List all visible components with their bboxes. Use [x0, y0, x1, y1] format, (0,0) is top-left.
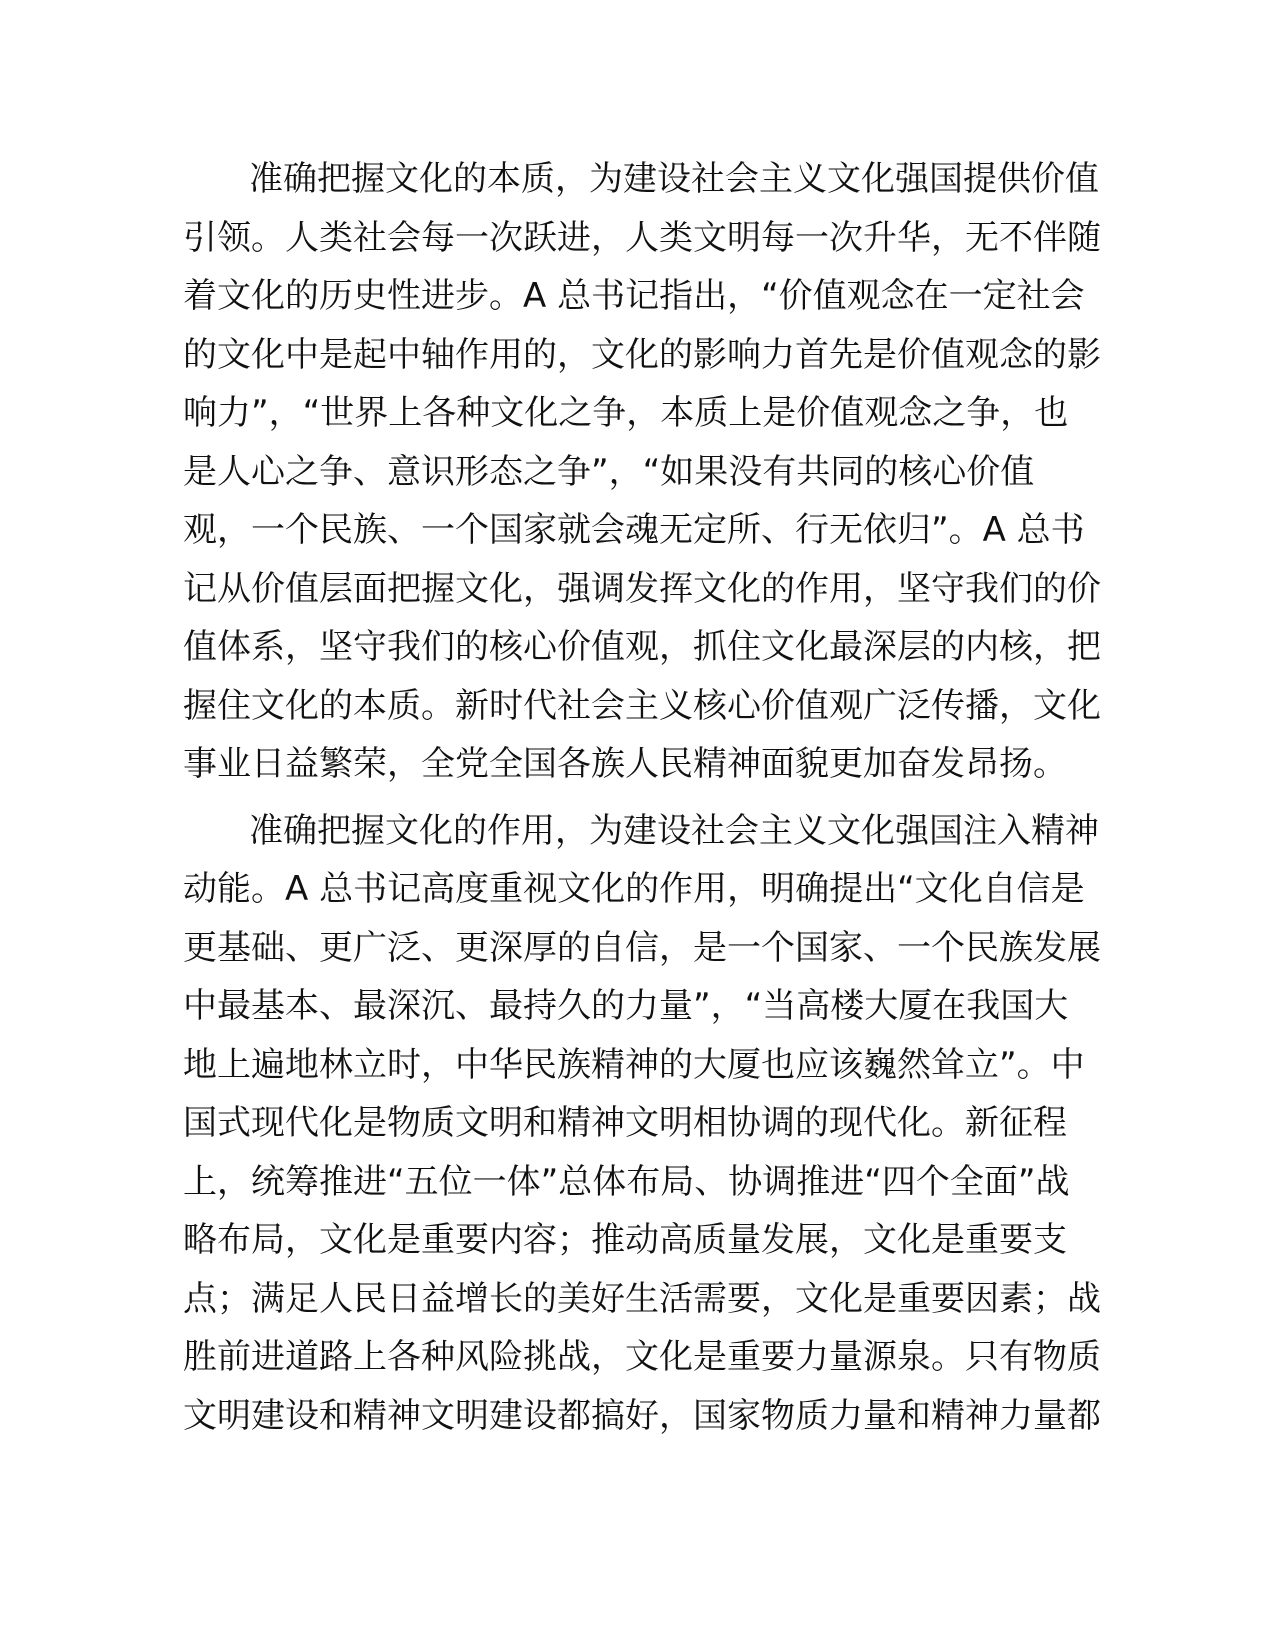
text-line: 记从价值层面把握文化，强调发挥文化的作用，坚守我们的价 [183, 568, 1101, 609]
text-line: 是人心之争、意识形态之争”，“如果没有共同的核心价值 [183, 451, 1035, 492]
text-line: 值体系，坚守我们的核心价值观，抓住文化最深层的内核，把 [183, 627, 1101, 667]
text-line: 响力”，“世界上各种文化之争，本质上是价值观念之争，也 [183, 393, 1069, 433]
text-line: 观，一个民族、一个国家就会魂无定所、行无依归”。A 总书 [183, 510, 1085, 550]
text-line: 中最基本、最深沉、最持久的力量”，“当高楼大厦在我国大 [183, 986, 1069, 1026]
text-line: 胜前进道路上各种风险挑战，文化是重要力量源泉。只有物质 [183, 1337, 1101, 1377]
text-line: 引领。人类社会每一次跃进，人类文明每一次升华，无不伴随 [183, 217, 1101, 258]
text-line: 地上遍地林立时，中华民族精神的大厦也应该巍然耸立”。中 [183, 1044, 1085, 1085]
text-line: 准确把握文化的本质，为建设社会主义文化强国提供价值 [249, 159, 1099, 199]
paragraph-1 [183, 150, 1101, 794]
text-line: 上，统筹推进“五位一体”总体布局、协调推进“四个全面”战 [183, 1161, 1070, 1202]
text-line: 动能。A 总书记高度重视文化的作用，明确提出“文化自信是 [183, 869, 1085, 909]
text-line: 文明建设和精神文明建设都搞好，国家物质力量和精神力量都 [183, 1395, 1101, 1436]
text-line: 点；满足人民日益增长的美好生活需要，文化是重要因素；战 [183, 1278, 1101, 1319]
paragraph-gap [183, 794, 1083, 802]
text-line: 略布局，文化是重要内容；推动高质量发展，文化是重要支 [183, 1220, 1067, 1260]
text-line: 事业日益繁荣，全党全国各族人民精神面貌更加奋发昂扬。 [183, 744, 1067, 784]
text-line: 着文化的历史性进步。A 总书记指出，“价值观念在一定社会 [183, 276, 1085, 316]
text-line: 的文化中是起中轴作用的，文化的影响力首先是价值观念的影 [183, 334, 1101, 375]
text-line: 握住文化的本质。新时代社会主义核心价值观广泛传播，文化 [183, 685, 1101, 726]
paragraph-2 [183, 802, 1101, 1446]
body-text [183, 150, 1101, 1445]
text-line: 国式现代化是物质文明和精神文明相协调的现代化。新征程 [183, 1103, 1067, 1143]
text-line: 更基础、更广泛、更深厚的自信，是一个国家、一个民族发展 [183, 927, 1101, 968]
text-line: 准确把握文化的作用，为建设社会主义文化强国注入精神 [249, 810, 1099, 851]
